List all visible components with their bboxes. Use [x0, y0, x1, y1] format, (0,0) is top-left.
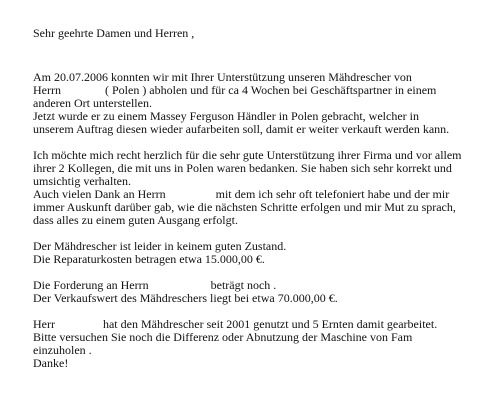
text-fragment: ( Polen ) abholen und für ca 4 Wochen bei Geschäftspartner in einem: [104, 83, 437, 97]
text-line: ihrer 2 Kollegen, die mit uns in Polen waren bedanken. Sie haben sich sehr korrekt und: [33, 161, 452, 175]
paragraph-4: [33, 279, 485, 305]
text-line: Am 20.07.2006 konnten wir mit Ihrer Unterstützung unseren Mähdrescher von: [33, 70, 412, 84]
greeting: Sehr geehrte Damen und Herren ,: [33, 26, 195, 40]
redacted-name: [166, 197, 216, 198]
text-fragment: Herr: [33, 317, 55, 331]
text-fragment: Herrn: [33, 83, 61, 97]
text-line: Die Reparaturkosten betragen etwa 15.000,00 €.: [33, 252, 265, 266]
text-line: Bitte versuchen Sie noch die Differenz oder Abnutzung der Maschine von Fam: [33, 330, 413, 344]
spacer: [33, 40, 485, 71]
paragraph-2: [33, 149, 485, 227]
text-fragment: Die Forderung an Herrn: [33, 278, 149, 292]
text-line: unserem Auftrag diesen wieder aufarbeiten soll, damit er weiter verkauft werden kann.: [33, 122, 450, 136]
paragraph-5: [33, 318, 485, 370]
text-line: immer Auskunft darüber gab, wie die nächsten Schritte erfolgen und mir Mut zu sprach,: [33, 200, 456, 214]
redacted-name: [55, 327, 103, 328]
text-line: dass alles zu einem guten Ausgang erfolgt.: [33, 213, 238, 227]
text-line: Ich möchte mich recht herzlich für die sehr gute Unterstützung ihrer Firma und vor allem: [33, 148, 462, 162]
text-line: anderen Ort unterstellen.: [33, 96, 152, 110]
text-line: einzuholen .: [33, 343, 92, 357]
text-fragment: hat den Mähdrescher seit 2001 genutzt und 5 Ernten damit gearbeitet.: [102, 317, 438, 331]
letter-body: [33, 27, 485, 370]
redacted-name: [61, 93, 105, 94]
paragraph-1: [33, 71, 485, 136]
text-fragment: Auch vielen Dank an Herrn: [33, 187, 166, 201]
text-fragment: mit dem ich sehr oft telefoniert habe und der mir: [215, 187, 450, 201]
text-fragment: beträgt noch .: [210, 278, 277, 292]
redacted-name: [149, 288, 211, 289]
text-line: Danke!: [33, 356, 69, 370]
text-line: Jetzt wurde er zu einem Massey Ferguson Händler in Polen gebracht, welcher in: [33, 109, 419, 123]
paragraph-3: [33, 240, 485, 266]
text-line: umsichtig verhalten.: [33, 174, 131, 188]
text-line: Der Mähdrescher ist leider in keinem guten Zustand.: [33, 239, 287, 253]
text-line: Der Verkaufswert des Mähdreschers liegt bei etwa 70.000,00 €.: [33, 291, 338, 305]
